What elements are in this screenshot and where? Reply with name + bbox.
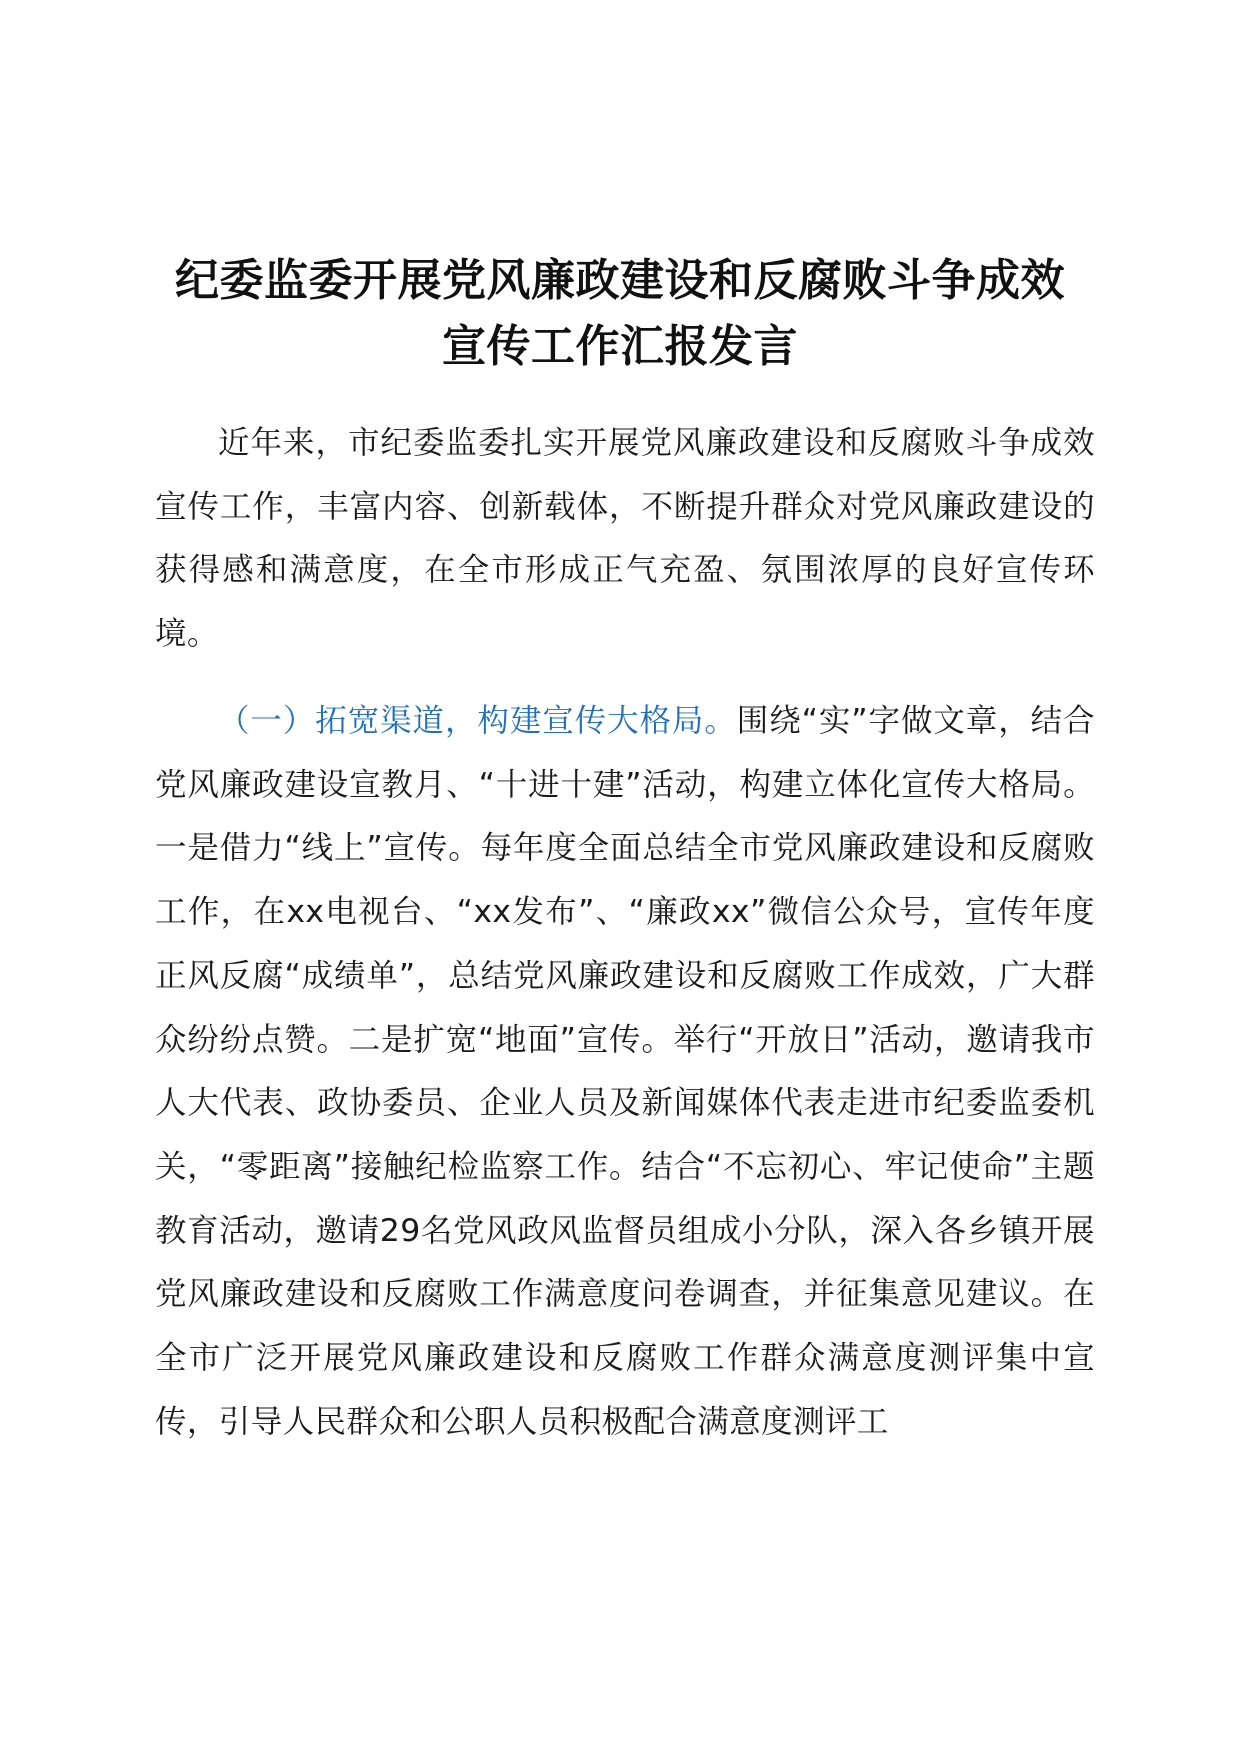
section-1-paragraph <box>155 690 1095 1454</box>
document-title <box>140 248 1100 380</box>
intro-paragraph: 近年来，市纪委监委扎实开展党风廉政建设和反腐败斗争成效宣传工作，丰富内容、创新载体，不断提升群众对党风廉政建设的获得感和满意度，在全市形成正气充盈、氛围浓厚的良好宣传环境。 <box>155 425 1095 653</box>
section-1-heading: （一）拓宽渠道，构建宣传大格局。 <box>218 703 737 739</box>
title-line-2: 宣传工作汇报发言 <box>442 321 798 372</box>
section-1-body: 围绕“实”字做文章，结合党风廉政建设宣教月、“十进十建”活动，构建立体化宣传大格局。一是借力“线上”宣传。每年度全面总结全市党风廉政建设和反腐败工作，在xx电视台、“xx发布”、“廉政xx”微信公众号，宣传年度正风反腐“成绩单”，总结党风廉政建设和反腐败工作成效，广大群众纷纷点赞。二是扩宽“地面”宣传。举行“开放日”活动，邀请我市人大代表、政协委员、企业人员及新闻媒体代表走进市纪委监委机关，“零距离”接触纪检监察工作。结合“不忘初心、牢记使命”主题教育活动，邀请29名党风政风监督员组成小分队，深入各乡镇开展党风廉政建设和反腐败工作满意度问卷调查，并征集意见建议。在全市广泛开展党风廉政建设和反腐败工作群众满意度测评集中宣传，引导人民群众和公职人员积极配合满意度测评工 <box>155 703 1095 1440</box>
title-line-1: 纪委监委开展党风廉政建设和反腐败斗争成效 <box>175 255 1065 306</box>
